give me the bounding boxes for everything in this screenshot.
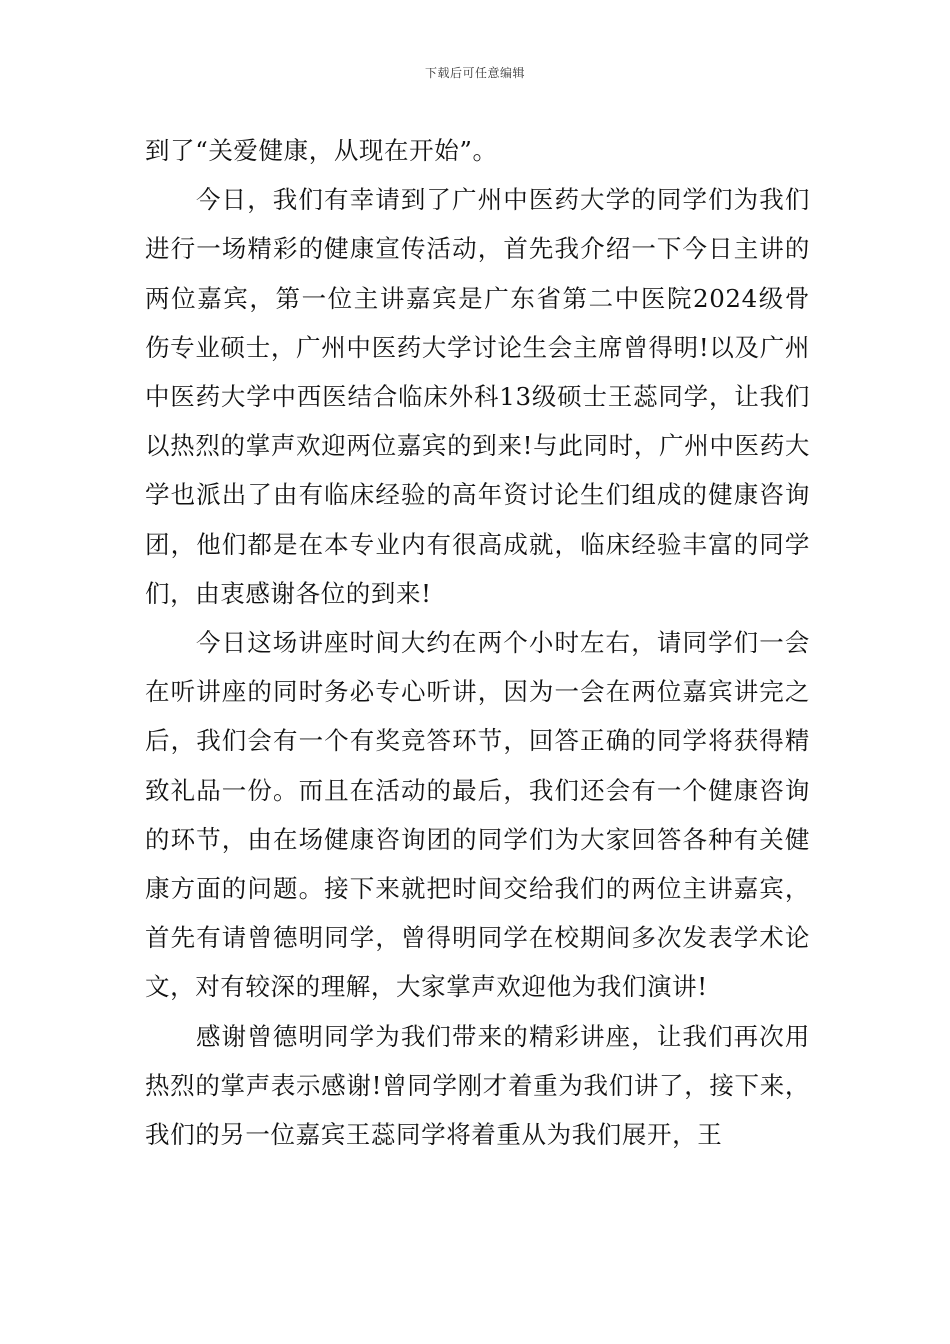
paragraph-thanks: 感谢曾德明同学为我们带来的精彩讲座，让我们再次用热烈的掌声表示感谢!曾同学刚才着重为我们讲了，接下来，我们的另一位嘉宾王蕊同学将着重从为我们展开，王: [145, 1021, 810, 1150]
paragraph-guest-introduction: 今日，我们有幸请到了广州中医药大学的同学们为我们进行一场精彩的健康宣传活动，首先我介绍一下今日主讲的两位嘉宾，第一位主讲嘉宾是广东省第二中医院2024级骨伤专业硕士，广州中医药大学讨论生会主席曾得明!以及广州中医药大学中西医结合临床外科13级硕士王蕊同学，让我们以热烈的掌声欢迎两位嘉宾的到来!与此同时，广州中医药大学也派出了由有临床经验的高年资讨论生们组成的健康咨询团，他们都是在本专业内有很高成就，临床经验丰富的同学们，由衷感谢各位的到来!: [145, 185, 810, 608]
paragraph-schedule: 今日这场讲座时间大约在两个小时左右，请同学们一会在听讲座的同时务必专心听讲，因为一会在两位嘉宾讲完之后，我们会有一个有奖竞答环节，回答正确的同学将获得精致礼品一份。而且在活动的最后，我们还会有一个健康咨询的环节，由在场健康咨询团的同学们为大家回答各种有关健康方面的问题。接下来就把时间交给我们的两位主讲嘉宾，首先有请曾德明同学，曾得明同学在校期间多次发表学术论文，对有较深的理解，大家掌声欢迎他为我们演讲!: [145, 628, 810, 1002]
paragraph-continuation: 到了“关爱健康，从现在开始”。: [145, 136, 498, 165]
document-body: [145, 126, 810, 1159]
download-note: 下载后可任意编辑: [424, 66, 525, 80]
